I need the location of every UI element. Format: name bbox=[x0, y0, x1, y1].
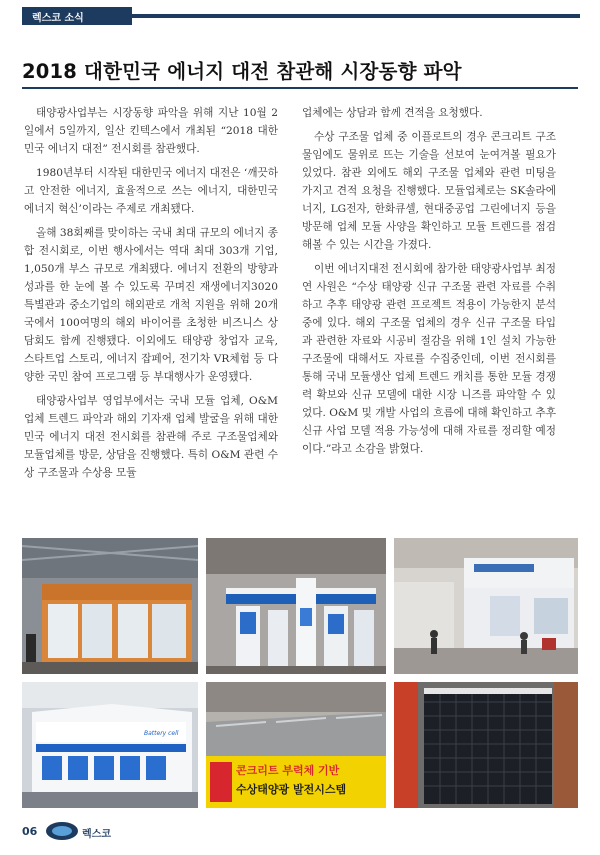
paragraph: 태양광사업부는 시장동향 파악을 위해 지난 10월 2일에서 5일까지, 일산 킨텍스에서 개최된 “2018 대한민국 에너지 대전” 전시회를 참관했다. bbox=[24, 107, 278, 155]
banner-line-2: 수상태양광 발전시스템 bbox=[236, 783, 347, 796]
paragraph: 이번 에너지대전 전시회에 참가한 태양광사업부 최정연 사원은 “수상 태양광 신규 구조물 관련 자료를 수취하고 추후 태양광 관련 프로젝트 적용이 가능한지 분석 중에 있다. 해외 구조물 업체의 경우 신규 구조물 타입과 관련한 자료와 시공비 절감을 위해 1인 설치 가능한 구조물에 대해서도 자료를 수집중인데, 이번 전시회를 통해 국내 모듈생산 업체 트렌드 캐치를 통한 모듈 경쟁력 확보와 신규 모델에 대한 시장 니즈를 파악할 수 있었다. O&M 및 개발 사업의 흐름에 대해 확인하고 추후 신규 사업 모델 적용 가능성에 대해 자료를 정리할 예정이다.”라고 소감을 밝혔다. bbox=[302, 263, 556, 455]
battery-cell-sign: Battery cell bbox=[144, 730, 179, 737]
photo-grid bbox=[22, 538, 578, 808]
article-column-left bbox=[24, 104, 278, 488]
paragraph: 업체에는 상담과 함께 견적을 요청했다. bbox=[302, 107, 483, 119]
paragraph: 수상 구조물 업체 중 이플로트의 경우 콘크리트 구조물임에도 물위로 뜨는 기술을 선보여 눈여겨볼 필요가 있었다. 참관 외에도 해외 구조물 업체와 관련 미팅을 가지고 견적 요청을 진행했다. 모듈업체로는 SK솔라에너지, LG전자, 한화큐셀, 현대중공업 그린에너지 등을 방문해 업체 모듈 사양을 확인하고 모듈 트렌드를 점검해볼 수 있는 시간을 가졌다. bbox=[302, 131, 556, 251]
paragraph: 1980년부터 시작된 대한민국 에너지 대전은 ‘깨끗하고 안전한 에너지, 효율적으로 쓰는 에너지, 대한민국 에너지 혁신’이라는 주제로 개최됐다. bbox=[24, 167, 278, 215]
paragraph: 태양광사업부 영업부에서는 국내 모듈 업체, O&M업체 트렌드 파악과 해외 기자재 업체 발굴을 위해 대한민국 에너지 대전 전시회를 참관해 주로 구조물업체와 모듈업체를 방문, 상담을 진행했다. 특히 O&M 관련 수상 구조물과 수상용 모듈 bbox=[24, 395, 278, 479]
photo-white-booth bbox=[206, 538, 386, 674]
page-footer bbox=[22, 820, 222, 842]
section-header bbox=[0, 7, 600, 25]
section-tab bbox=[22, 7, 132, 25]
photo-floating-solar-booth bbox=[206, 682, 386, 808]
title-rule bbox=[22, 87, 578, 89]
section-label: 렉스코 소식 bbox=[32, 13, 84, 24]
photo-exhibition-hall bbox=[394, 538, 578, 674]
page-number: 06 bbox=[22, 825, 38, 838]
header-rule bbox=[132, 14, 580, 18]
article-title: 2018 대한민국 에너지 대전 참관해 시장동향 파악 bbox=[22, 60, 462, 83]
banner-line-1: 콘크리트 부력체 기반 bbox=[236, 764, 340, 777]
company-name: 렉스코 bbox=[82, 829, 111, 840]
article-column-right bbox=[302, 104, 556, 464]
photo-solar-panel bbox=[394, 682, 578, 808]
paragraph: 올해 38회째를 맞이하는 국내 최대 규모의 에너지 종합 전시회로, 이번 행사에서는 역대 최대 303개 기업, 1,050개 부스 규모로 개최됐다. 에너지 전환의 방향과 성과를 한 눈에 볼 수 있도록 꾸며진 재생에너지3020 특별관과 중소기업의 해외판로 개척 지원을 위해 20개국에서 100여명의 해외 바이어를 초청한 비즈니스 상담회도 함께 진행됐다. 이외에도 태양광 창업자 교육, 스타트업 스토리, 에너지 잡페어, 전기차 VR체험 등 다양한 국민 참여 프로그램 등 부대행사가 운영됐다. bbox=[24, 227, 278, 383]
banner-text bbox=[236, 762, 386, 797]
photo-battery-cell bbox=[22, 682, 198, 808]
photo-container-booth bbox=[22, 538, 198, 674]
